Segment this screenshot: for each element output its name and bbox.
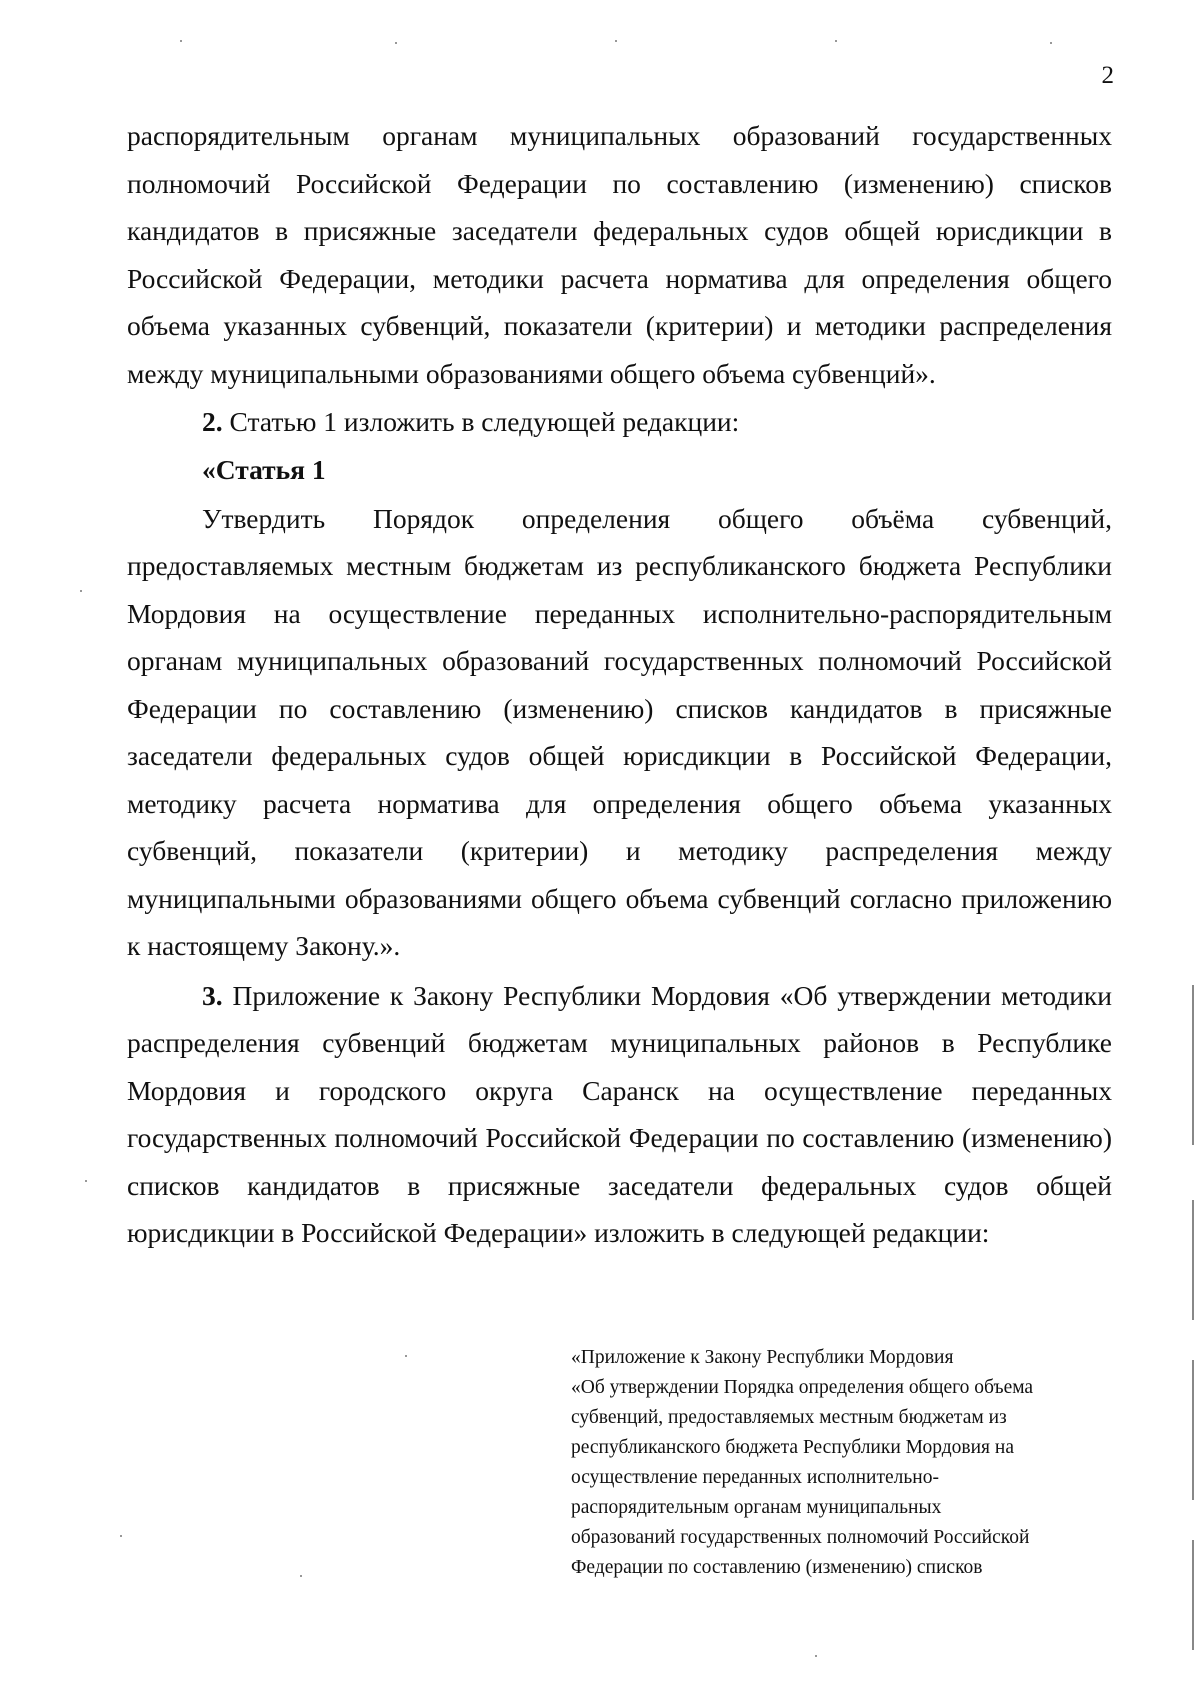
scan-speck [615, 40, 617, 42]
appendix-line: республиканского бюджета Республики Мордовия на [571, 1437, 1014, 1458]
scan-speck [815, 1655, 817, 1657]
scan-speck [1050, 42, 1052, 44]
scan-speck [835, 40, 837, 42]
item-3-number: 3. [202, 979, 223, 1011]
appendix-line: образований государственных полномочий Российской [571, 1527, 1030, 1548]
scan-speck [180, 40, 182, 42]
article-heading: «Статья 1 [202, 454, 326, 485]
scan-edge-line [1192, 985, 1194, 1145]
item-2-number: 2. [202, 405, 223, 437]
article-paragraph: Утвердить Порядок определения общего объёма субвенций, предоставляемых местным бюджетам из республиканского бюджета Республики Мордовия на осуществление переданных исполнительно-распорядительным органам муниципальных образований государственных полномочий Российской Федерации по составлению (изменению) списков кандидатов в присяжные заседатели федеральных судов общей юрисдикции в Российской Федерации, методику расчета норматива для определения общего объема указанных субвенций, показатели (критерии) и методику распределения между муниципальными образованиями общего объема субвенций согласно приложению к настоящему Закону.». [127, 502, 1112, 961]
scan-edge-line [1192, 1540, 1194, 1650]
appendix-line: распорядительным органам муниципальных [571, 1497, 942, 1518]
scan-edge-line [1192, 1200, 1194, 1320]
continuation-paragraph: распорядительным органам муниципальных образований государственных полномочий Российской Федерации по составлению (изменению) списков кандидатов в присяжные заседатели федеральных судов общей юрисдикции в Российской Федерации, методики расчета норматива для определения общего объема указанных субвенций, показатели (критерии) и методики распределения между муниципальными образованиями общего объема субвенций». [127, 120, 1112, 389]
document-body [127, 112, 1112, 1257]
appendix-line: субвенций, предоставляемых местным бюджетам из [571, 1407, 1007, 1428]
item-3-text: Приложение к Закону Республики Мордовия «Об утверждении методики распределения субвенций бюджетам муниципальных районов в Республике Мордовия и городского округа Саранск на осуществление переданных государственных полномочий Российской Федерации по составлению (изменению) списков кандидатов в присяжные заседатели федеральных судов общей юрисдикции в Российской Федерации» изложить в следующей редакции: [127, 979, 1112, 1248]
scan-speck [300, 1575, 302, 1577]
scan-edge-line [1192, 1360, 1194, 1500]
scan-speck [395, 42, 397, 44]
scan-speck [80, 590, 82, 592]
appendix-line: Федерации по составлению (изменению) списков [571, 1557, 983, 1578]
appendix-line: «Об утверждении Порядка определения общего объема [571, 1377, 1034, 1398]
appendix-line: «Приложение к Закону Республики Мордовия [571, 1347, 954, 1368]
scan-speck [405, 1355, 407, 1357]
item-3-paragraph [127, 972, 1112, 1257]
item-2-text: Статью 1 изложить в следующей редакции: [222, 405, 740, 437]
appendix-line: осуществление переданных исполнительно- [571, 1467, 939, 1488]
scan-speck [120, 1535, 122, 1537]
item-2-paragraph [127, 398, 1112, 446]
page-number: 2 [1101, 62, 1114, 89]
appendix-caption [571, 1343, 1111, 1583]
scan-speck [85, 1180, 87, 1182]
